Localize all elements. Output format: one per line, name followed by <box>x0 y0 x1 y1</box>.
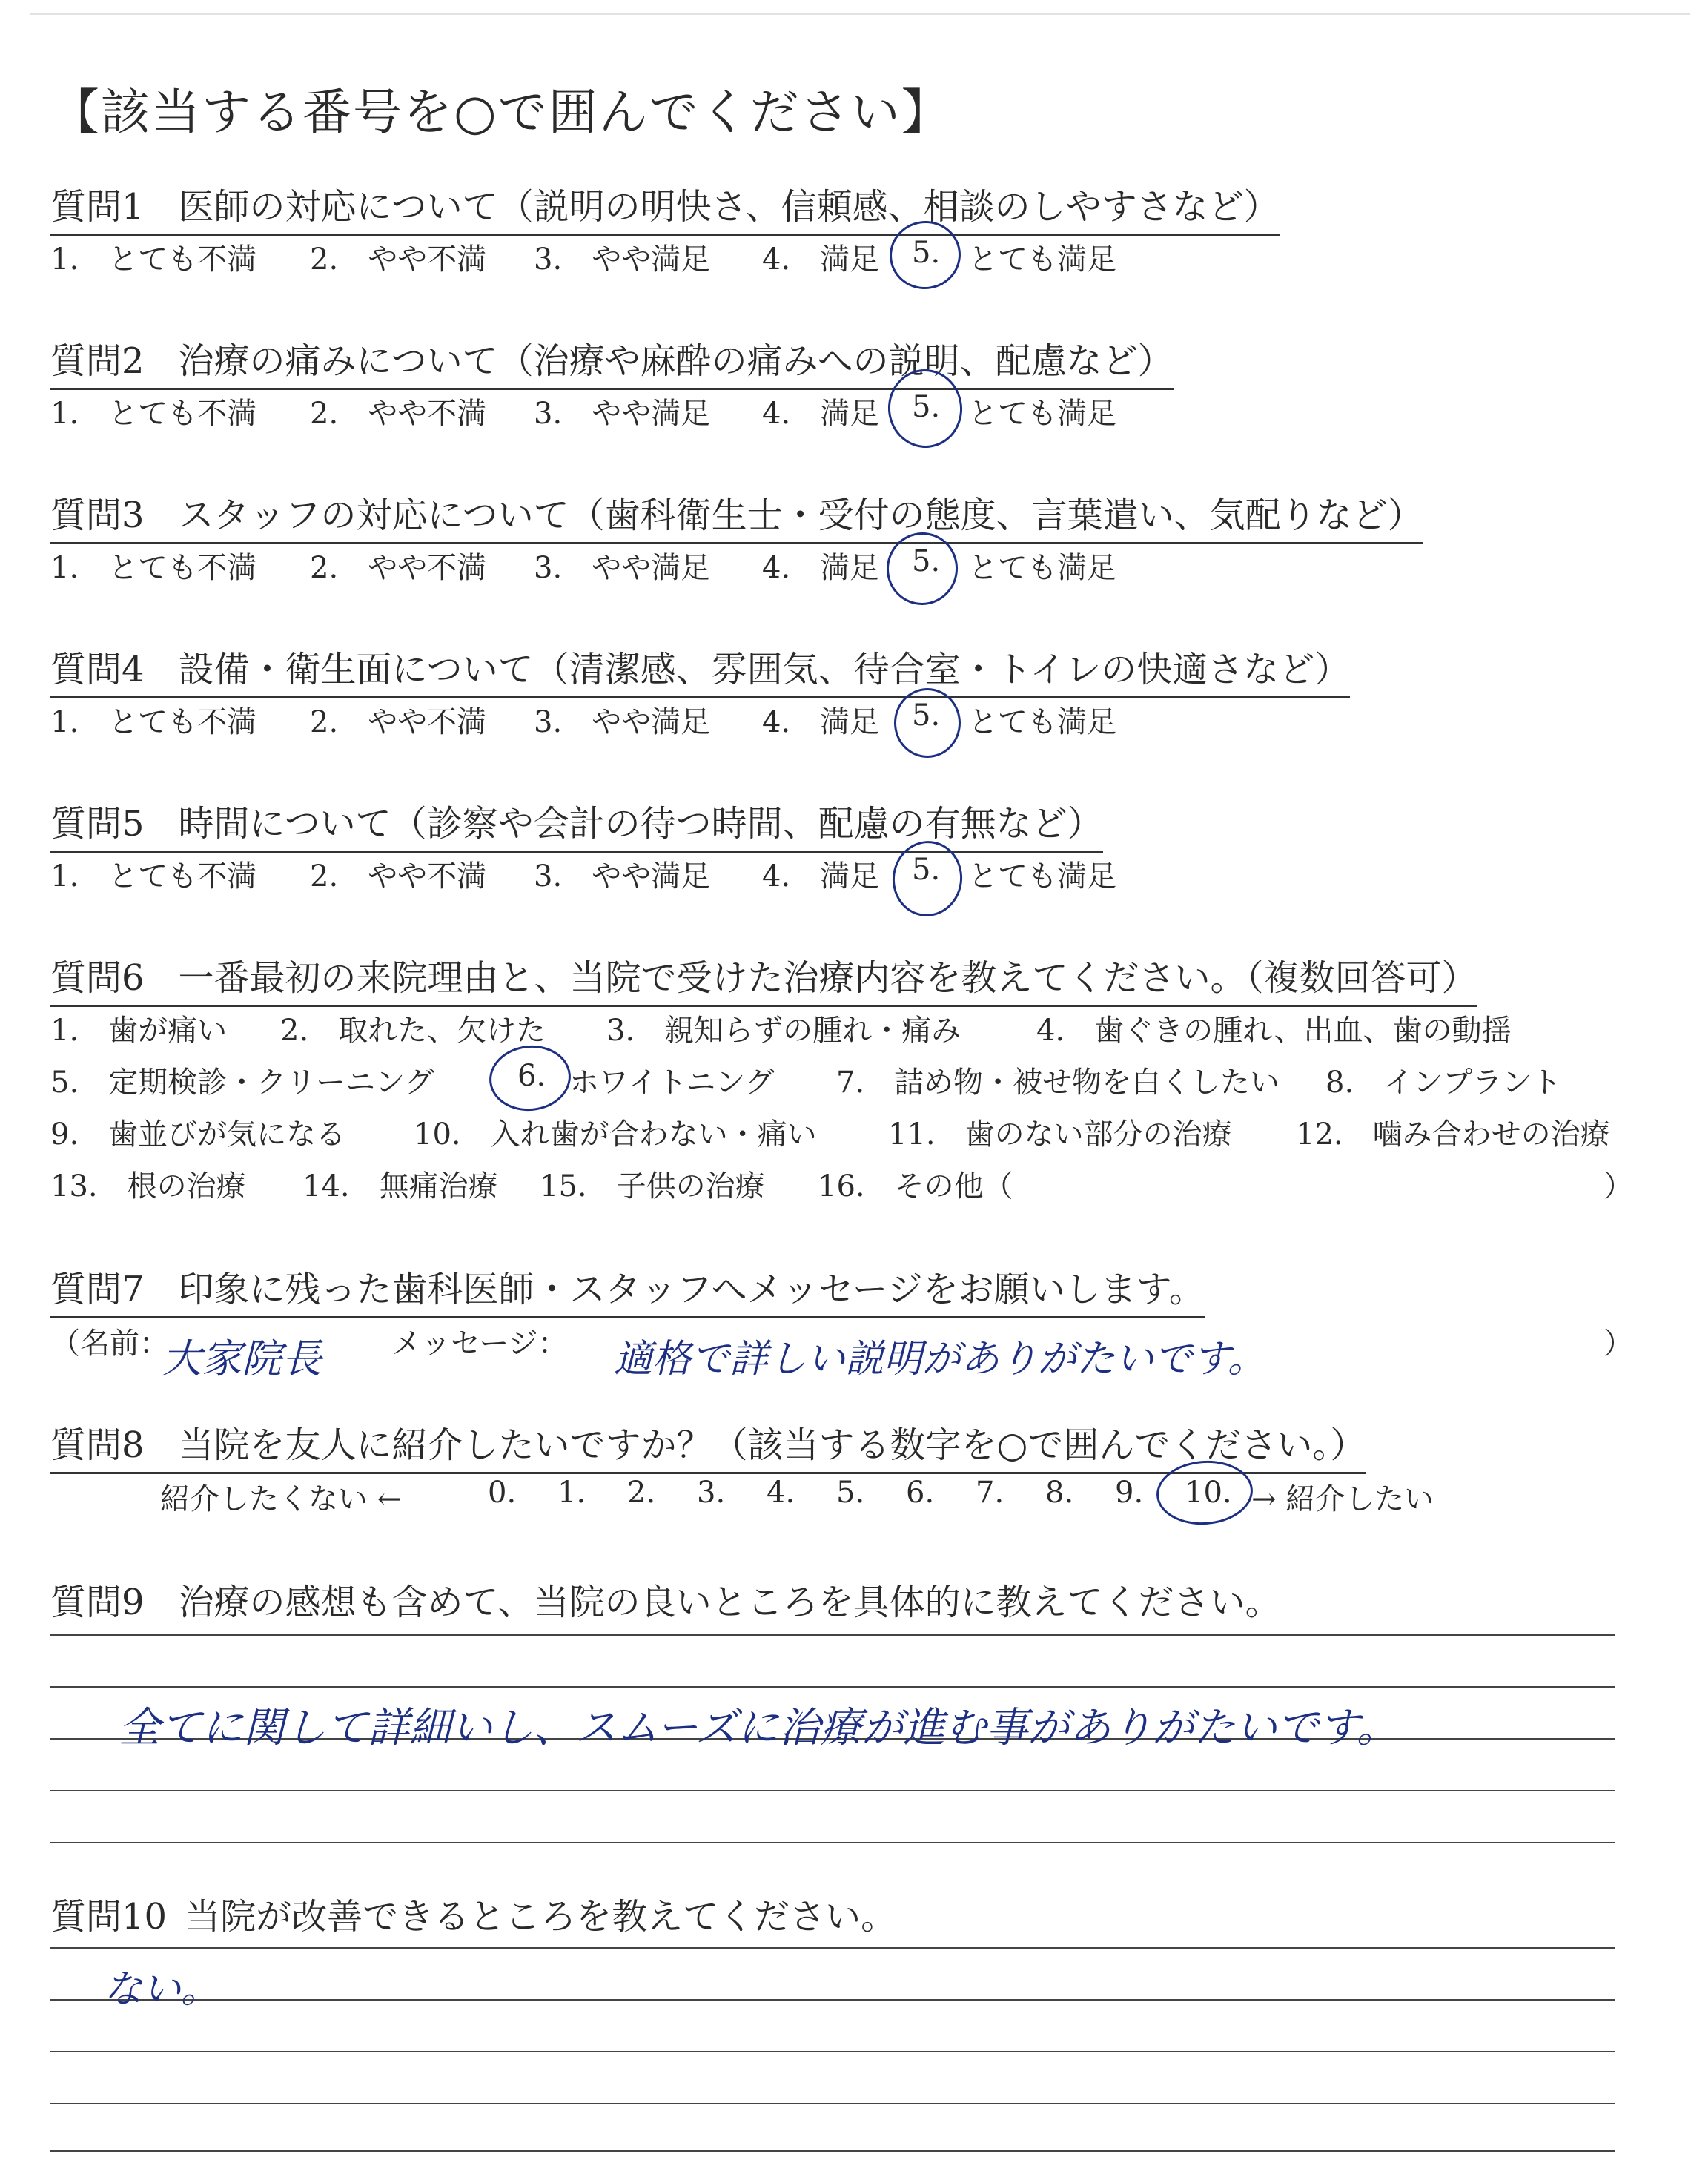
answer-line <box>50 1634 1615 1636</box>
question-text: 当院が改善できるところを教えてください。 <box>185 1896 897 1938</box>
option-1[interactable]: 1. とても不満 <box>50 242 257 277</box>
question-text: 治療の痛みについて（治療や麻酔の痛みへの説明、配慮など） <box>178 340 1174 382</box>
option-5-label: とても満足 <box>968 705 1116 739</box>
answer-line <box>50 1686 1615 1688</box>
question-number: 質問5 <box>50 803 145 845</box>
option-5-label: とても満足 <box>968 242 1116 277</box>
answer-line <box>50 2150 1615 2152</box>
question-number: 質問8 <box>50 1424 145 1466</box>
option-5[interactable]: 5. <box>912 853 941 887</box>
option-1[interactable]: 1. とても不満 <box>50 551 257 585</box>
option-5-label: とても満足 <box>968 397 1116 431</box>
question-5-heading <box>50 795 1103 853</box>
option-5[interactable]: 5. <box>912 390 941 424</box>
option-5[interactable]: 5. <box>912 236 941 270</box>
question-10-answer: ない。 <box>104 1967 220 2012</box>
option-3[interactable]: 3. やや満足 <box>534 859 711 894</box>
option-15[interactable]: 15. 子供の治療 <box>540 1169 765 1203</box>
question-text: 一番最初の来院理由と、当院で受けた治療内容を教えてください。（複数回答可） <box>178 957 1477 999</box>
option-2[interactable]: 2. やや不満 <box>310 242 487 277</box>
question-9-heading <box>50 1573 1281 1625</box>
option-6[interactable]: 6. <box>517 1059 546 1093</box>
question-number: 質問3 <box>50 495 145 536</box>
question-text: 当院を友人に紹介したいですか？（該当する数字を○で囲んでください。） <box>178 1424 1366 1466</box>
question-text: 印象に残った歯科医師・スタッフへメッセージをお願いします。 <box>178 1269 1205 1310</box>
question-8-heading <box>50 1416 1366 1474</box>
answer-line <box>50 1790 1615 1791</box>
page-top-edge <box>30 13 1690 15</box>
scale-value-10[interactable]: 10. <box>1185 1476 1232 1510</box>
option-3[interactable]: 3. やや満足 <box>534 397 711 431</box>
answer-line <box>50 2051 1615 2052</box>
question-10-heading <box>50 1888 896 1939</box>
question-number: 質問10 <box>50 1896 168 1938</box>
option-2[interactable]: 2. やや不満 <box>310 859 487 894</box>
question-text: 医師の対応について（説明の明快さ、信頼感、相談のしやすさなど） <box>178 186 1280 228</box>
option-2[interactable]: 2. やや不満 <box>310 397 487 431</box>
message-handwritten: 適格で詳しい説明がありがたいです。 <box>614 1337 1266 1381</box>
scale-left-label: 紹介したくない ← <box>160 1482 403 1516</box>
option-12[interactable]: 12. 噛み合わせの治療 <box>1296 1117 1610 1152</box>
question-1-heading <box>50 178 1280 236</box>
question-number: 質問7 <box>50 1269 145 1310</box>
option-5-label: とても満足 <box>968 859 1116 894</box>
question-text: 治療の感想も含めて、当院の良いところを具体的に教えてください。 <box>178 1582 1281 1623</box>
option-4[interactable]: 4. 満足 <box>762 705 880 739</box>
option-2[interactable]: 2. やや不満 <box>310 551 487 585</box>
option-1[interactable]: 1. とても不満 <box>50 859 257 894</box>
answer-line <box>50 1842 1615 1843</box>
message-label: メッセージ： <box>391 1327 568 1361</box>
question-number: 質問4 <box>50 649 145 690</box>
form-title: 【該当する番号を○で囲んでください】 <box>50 84 952 141</box>
question-6-heading <box>50 949 1477 1007</box>
option-6-label: ホワイトニング <box>569 1066 775 1100</box>
option-1[interactable]: 1. 歯が痛い <box>50 1014 228 1048</box>
question-text: スタッフの対応について（歯科衛生士・受付の態度、言葉遣い、気配りなど） <box>178 495 1423 536</box>
answer-line <box>50 1999 1615 2001</box>
question-text: 設備・衛生面について（清潔感、雰囲気、待合室・トイレの快適さなど） <box>178 649 1351 690</box>
option-9[interactable]: 9. 歯並びが気になる <box>50 1117 346 1152</box>
scale-value-7[interactable]: 7. <box>976 1476 1004 1510</box>
question-4-heading <box>50 641 1350 698</box>
option-4[interactable]: 4. 歯ぐきの腫れ、出血、歯の動揺 <box>1036 1014 1512 1048</box>
message-close: ） <box>1603 1327 1633 1361</box>
answer-circle <box>894 688 961 758</box>
name-label: （名前： <box>50 1327 169 1361</box>
option-1[interactable]: 1. とても不満 <box>50 397 257 431</box>
scale-value-6[interactable]: 6. <box>906 1476 935 1510</box>
scale-value-4[interactable]: 4. <box>767 1476 795 1510</box>
scale-value-8[interactable]: 8. <box>1045 1476 1074 1510</box>
scale-value-2[interactable]: 2. <box>627 1476 656 1510</box>
scale-value-0[interactable]: 0. <box>488 1476 517 1510</box>
option-2[interactable]: 2. やや不満 <box>310 705 487 739</box>
option-5[interactable]: 5. <box>912 544 941 578</box>
question-7-heading <box>50 1261 1205 1318</box>
option-7[interactable]: 7. 詰め物・被せ物を白くしたい <box>836 1066 1280 1100</box>
question-number: 質問1 <box>50 186 145 228</box>
option-4[interactable]: 4. 満足 <box>762 242 880 277</box>
name-handwritten: 大家院長 <box>162 1335 322 1382</box>
option-4[interactable]: 4. 満足 <box>762 859 880 894</box>
scale-value-3[interactable]: 3. <box>697 1476 726 1510</box>
option-5-label: とても満足 <box>968 551 1116 585</box>
option-5[interactable]: 5. <box>912 698 941 733</box>
option-3[interactable]: 3. やや満足 <box>534 242 711 277</box>
option-3[interactable]: 3. やや満足 <box>534 551 711 585</box>
option-1[interactable]: 1. とても不満 <box>50 705 257 739</box>
scale-right-label: → 紹介したい <box>1251 1482 1434 1516</box>
scale-value-1[interactable]: 1. <box>557 1476 586 1510</box>
option-16[interactable]: 16. その他（ <box>818 1169 1013 1203</box>
question-text: 時間について（診察や会計の待つ時間、配慮の有無など） <box>178 803 1103 845</box>
answer-circle <box>486 1041 575 1114</box>
option-4[interactable]: 4. 満足 <box>762 551 880 585</box>
answer-line <box>50 1947 1615 1949</box>
option-5[interactable]: 5. 定期検診・クリーニング <box>50 1066 434 1100</box>
question-number: 質問6 <box>50 957 145 999</box>
question-9-answer: 全てに関して詳細いし、スムーズに治療が進む事がありがたいです。 <box>119 1704 1398 1752</box>
answer-line <box>50 2103 1615 2104</box>
option-8[interactable]: 8. インプラント <box>1325 1066 1562 1100</box>
question-3-heading <box>50 486 1423 544</box>
scale-value-5[interactable]: 5. <box>836 1476 865 1510</box>
option-4[interactable]: 4. 満足 <box>762 397 880 431</box>
option-3[interactable]: 3. やや満足 <box>534 705 711 739</box>
option-2[interactable]: 2. 取れた、欠けた <box>280 1014 546 1048</box>
question-number: 質問9 <box>50 1582 145 1623</box>
option-3[interactable]: 3. 親知らずの腫れ・痛み <box>606 1014 961 1048</box>
option-11[interactable]: 11. 歯のない部分の治療 <box>888 1117 1232 1152</box>
question-number: 質問2 <box>50 340 145 382</box>
option-16-close: ） <box>1603 1169 1633 1203</box>
question-2-heading <box>50 332 1174 390</box>
scale-value-9[interactable]: 9. <box>1115 1476 1144 1510</box>
option-14[interactable]: 14. 無痛治療 <box>302 1169 498 1203</box>
option-13[interactable]: 13. 根の治療 <box>50 1169 246 1203</box>
option-10[interactable]: 10. 入れ歯が合わない・痛い <box>414 1117 817 1152</box>
